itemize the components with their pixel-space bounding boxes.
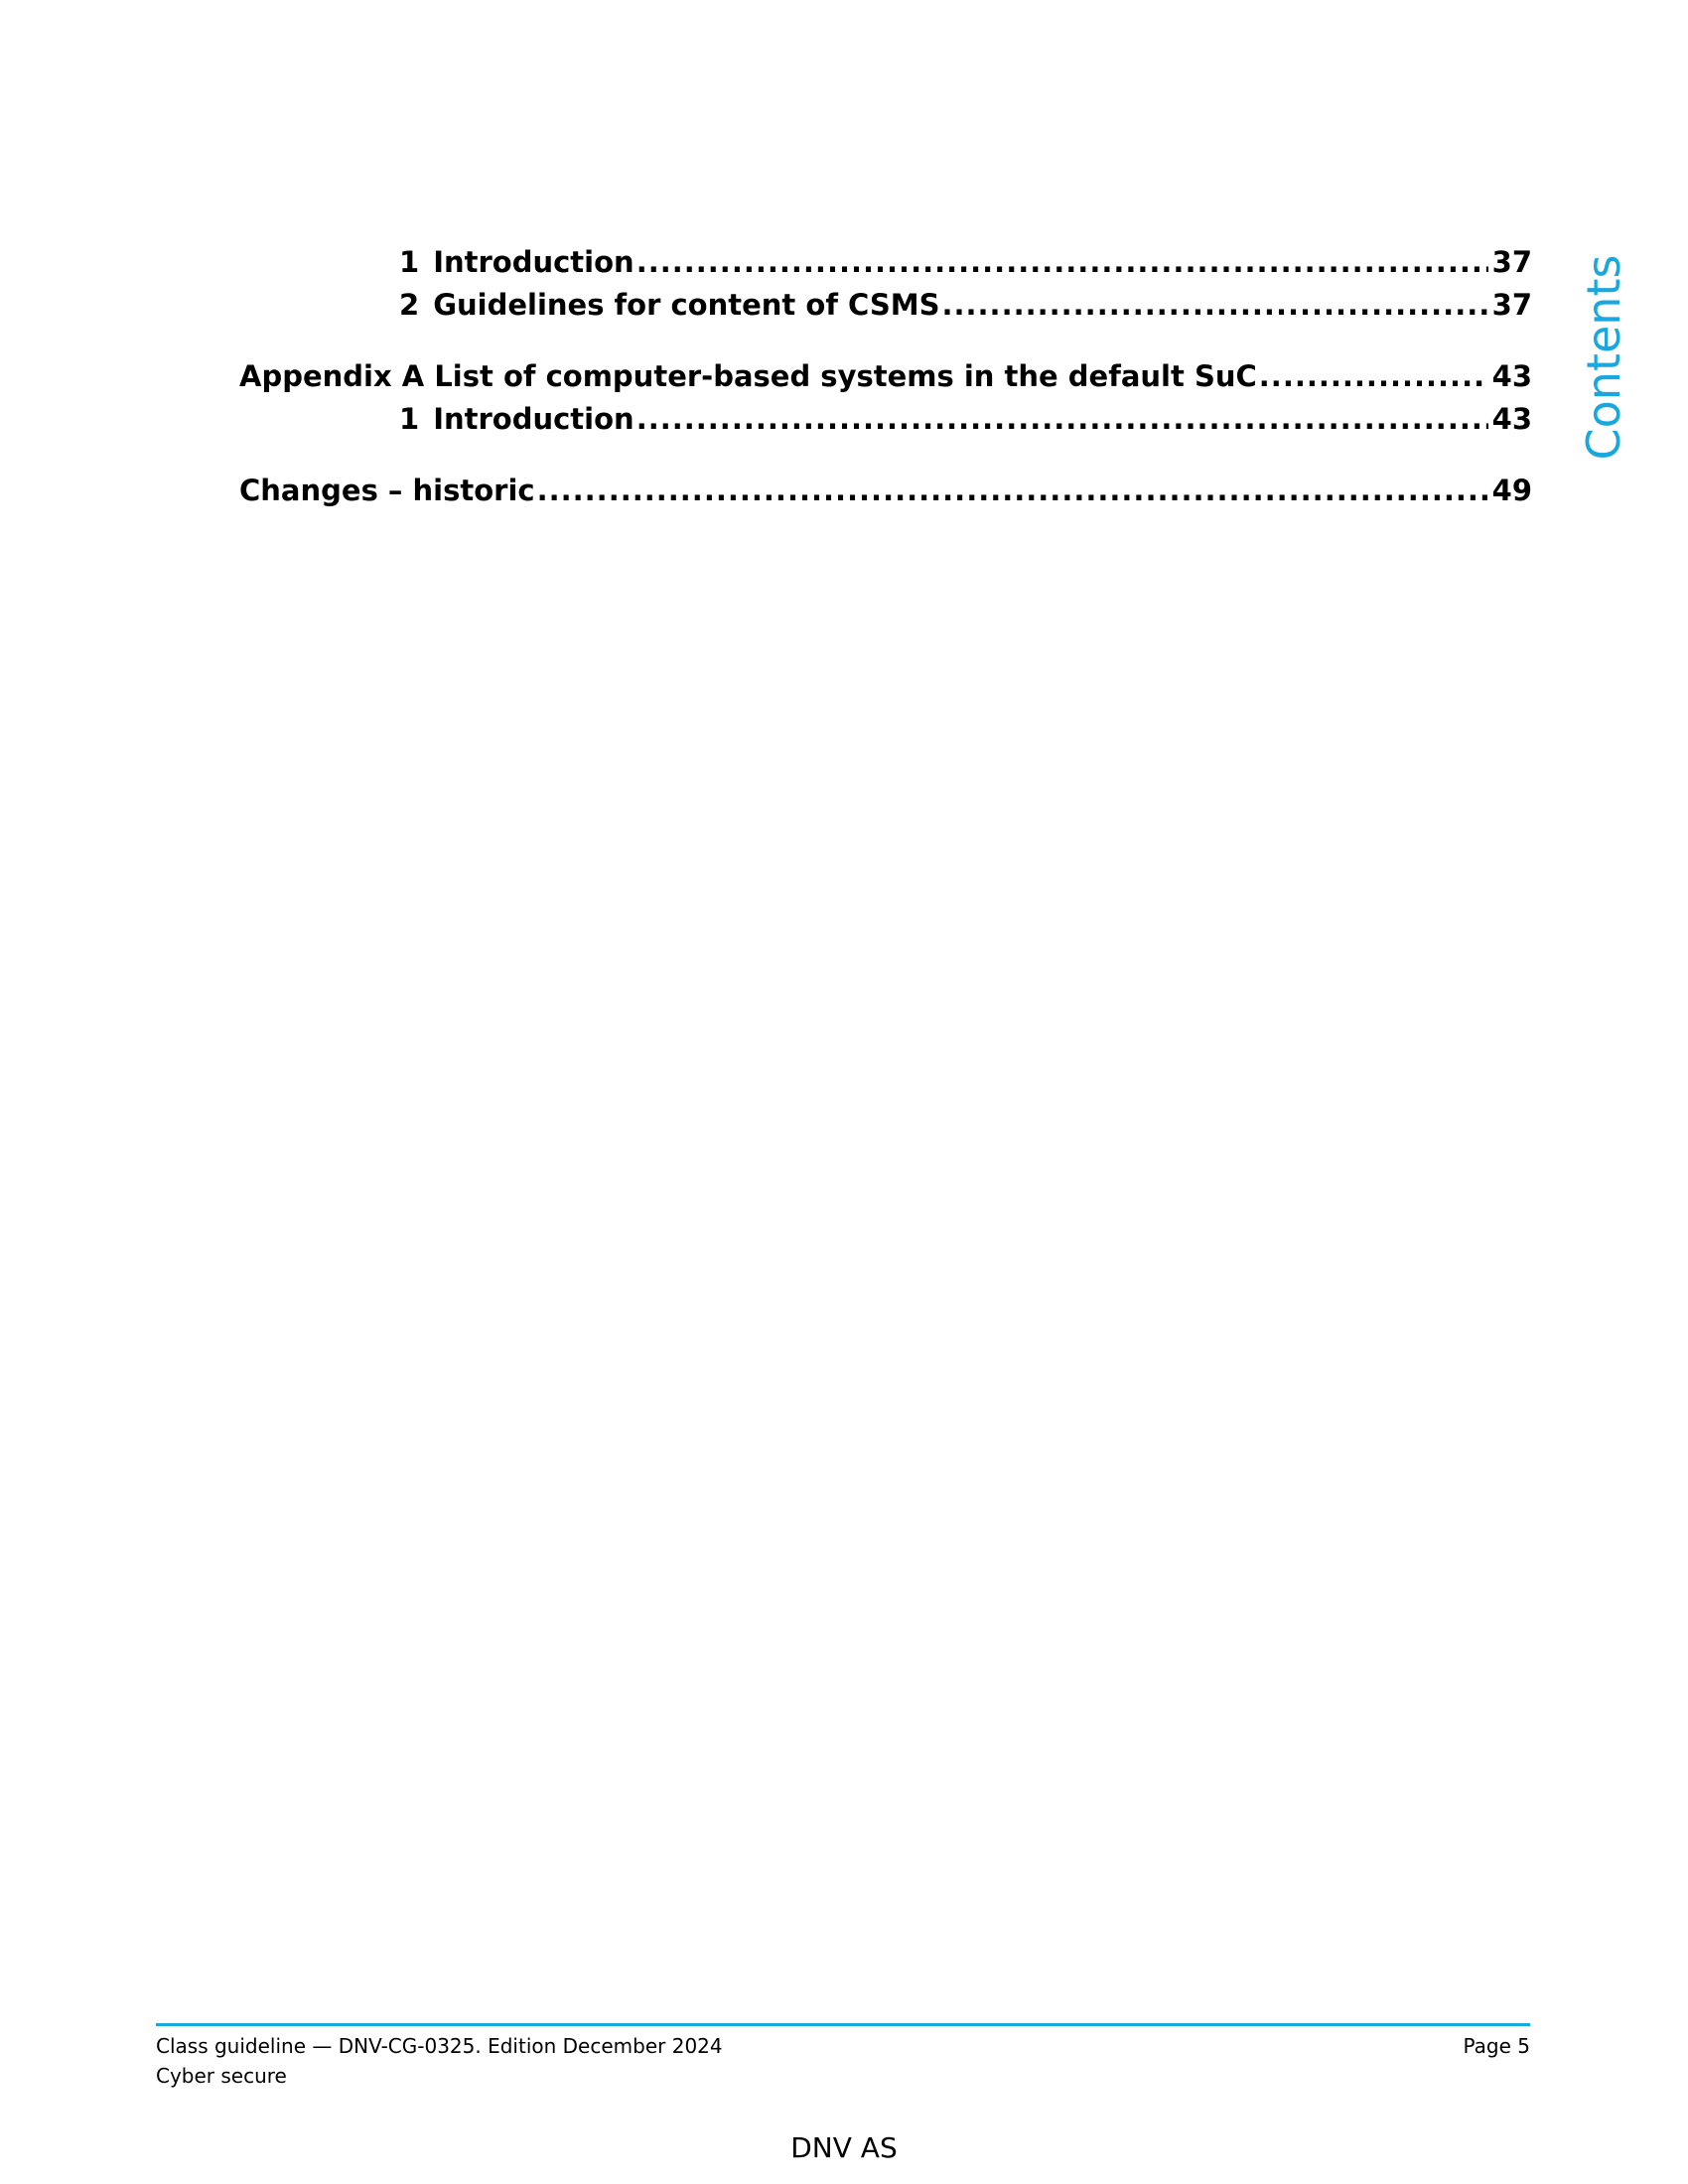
footer-document-info	[156, 2031, 723, 2091]
toc-entry-introduction[interactable]	[399, 242, 1532, 282]
toc-entry-page: 49	[1491, 474, 1532, 507]
toc-dot-leader	[537, 471, 1488, 510]
toc-entry-page: 37	[1491, 288, 1532, 322]
toc-entry-title: Introduction	[433, 402, 634, 436]
toc-dot-leader	[941, 285, 1487, 325]
toc-entry-page: 37	[1491, 245, 1532, 279]
toc-entry-number: 1	[399, 402, 420, 436]
toc-dot-leader	[636, 399, 1488, 439]
footer-company-name: DNV AS	[790, 2131, 898, 2164]
toc-entry-title: Changes – historic	[239, 474, 535, 507]
toc-entry-guidelines-csms[interactable]	[399, 285, 1532, 325]
toc-entry-title: Guidelines for content of CSMS	[433, 288, 940, 322]
toc-entry-page: 43	[1491, 402, 1532, 436]
toc-entry-title: Appendix A List of computer-based systems in the default SuC	[239, 359, 1257, 393]
footer-page-number: Page 5	[1463, 2034, 1530, 2058]
toc-dot-leader	[1259, 356, 1488, 396]
toc-entry-title: Introduction	[433, 245, 634, 279]
table-of-contents	[0, 0, 1688, 596]
toc-entry-number: 1	[399, 245, 420, 279]
footer-document-subtitle: Cyber secure	[156, 2064, 287, 2088]
contents-side-tab	[1574, 254, 1633, 461]
footer-divider	[156, 2023, 1530, 2026]
toc-entry-page: 43	[1491, 359, 1532, 393]
footer-document-title: Class guideline — DNV-CG-0325. Edition December 2024	[156, 2034, 723, 2058]
toc-entry-appendix-a[interactable]	[239, 356, 1532, 396]
toc-entry-changes-historic[interactable]	[239, 471, 1532, 510]
toc-entry-number: 2	[399, 288, 420, 322]
side-tab-label: Contents	[1577, 254, 1630, 461]
toc-entry-appendix-introduction[interactable]	[399, 399, 1532, 439]
toc-dot-leader	[636, 242, 1488, 282]
